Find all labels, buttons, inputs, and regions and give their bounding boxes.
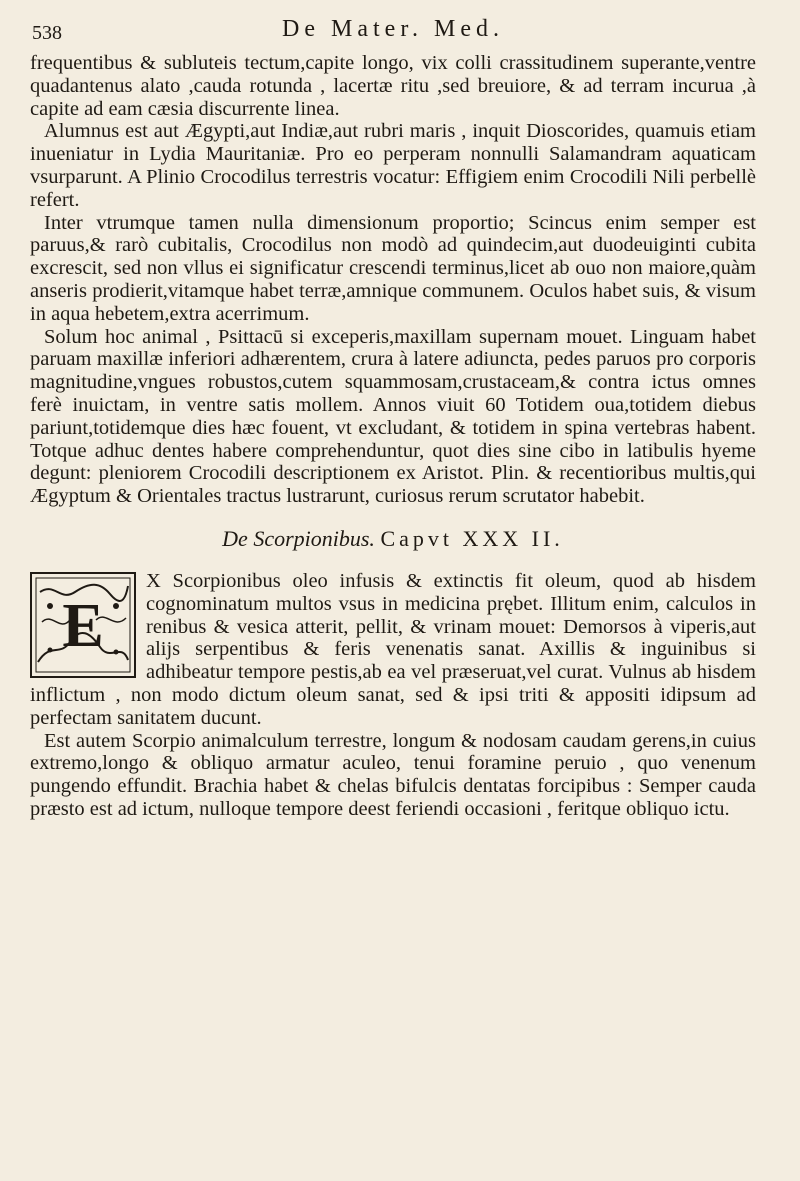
chapter-heading	[30, 526, 756, 552]
body-text-after	[30, 570, 756, 821]
ornate-woodcut-initial-icon	[30, 572, 136, 678]
page-header	[30, 16, 756, 52]
paragraph: Alumnus est aut Ægypti,aut Indiæ,aut rubri maris , inquit Dioscorides, quamuis etiam inueniatur in Lydia Mauritaniæ. Pro eo perperam nonnulli Salamandram aquaticam vsurparunt. A Plinio Crocodilus terrestris vocatur: Effigiem enim Crocodili Nili perbellè refert.	[30, 120, 756, 211]
paragraph: X Scorpionibus oleo infusis & extinctis fit oleum, quod ab hisdem cognominatum multos vsus in medicina prębet. Illitum enim, calculos in renibus & vesica atterit, pellit, & vrinam mouet: Demorsos à viperis,aut alijs serpentibus & feris venenatis sanat. Axillis & inguinibus si adhibeatur tempore pestis,ab ea vel præseruat,vel curat. Vulnus ab hisdem inflictum , non modo dictum oleum sanat, sed & ipsi triti & appositi idipsum ad perfectam sanitatem ducunt.	[30, 569, 756, 729]
chapter-title: De Scorpionibus.	[222, 525, 375, 551]
paragraph: Inter vtrumque tamen nulla dimensionum proportio; Scincus enim semper est paruus,& rarò cubitalis, Crocodilus non modò ad quindecim,aut duodeuiginti cubita excrescit, sed non vllus ei significatur crescendi terminus,licet ab ouo non maiore,quàm anseris prodierit,vitamque habet terræ,amnique communem. Oculos habet suis, & visum in aqua hebetem,extra acerrimum.	[30, 211, 756, 325]
drop-initial-letter: E	[62, 591, 104, 660]
page-number: 538	[32, 22, 62, 44]
running-head: De Mater. Med.	[282, 16, 504, 42]
body-text-before	[30, 52, 756, 508]
paragraph: Solum hoc animal , Psittacū si exceperis,maxillam supernam mouet. Linguam habet paruam maxillæ inferiori adhærentem, crura à latere adiuncta, pedes paruos pro corporis magnitudine,vngues robustos,cutem squammosam,crustaceam,& contra ictus omnes ferè inuictam, in ventre satis mollem. Annos viuit 60 Totidem oua,totidem diebus pariunt,totidemque dies hæc fouent, vt excludant, & totidem in spina vertebras habent. Totque adhuc dentes habere comprehenduntur, quot dies sine cibo in latibulis hyeme degunt: pleniorem Crocodili descriptionem ex Aristot. Plin. & recentioribus multis,qui Ægyptum & Orientales tractus lustrarunt, curiosus rerum scrutator habebit.	[30, 325, 756, 508]
paragraph: frequentibus & subluteis tectum,capite longo, vix colli crassitudinem superante,ventre quadantenus alato ,cauda rotunda , lacertæ ritu ,sed breuiore, & ad terram incurua ,à capite ad eam cæsia discurrente linea.	[30, 52, 756, 120]
paragraph: Est autem Scorpio animalculum terrestre, longum & nodosam caudam gerens,in cuius extremo,longo & obliquo armatur aculeo, tenui foramine peruio , quo venenum pungendo effundit. Brachia habet & chelas bifulcis dentatas forcipibus : Semper cauda præsto est ad ictum, nulloque tempore deest feriendi occasioni , feritque obliquo ictu.	[30, 729, 756, 820]
chapter-number: Capvt XXX II.	[380, 525, 564, 551]
book-page	[0, 16, 800, 1181]
